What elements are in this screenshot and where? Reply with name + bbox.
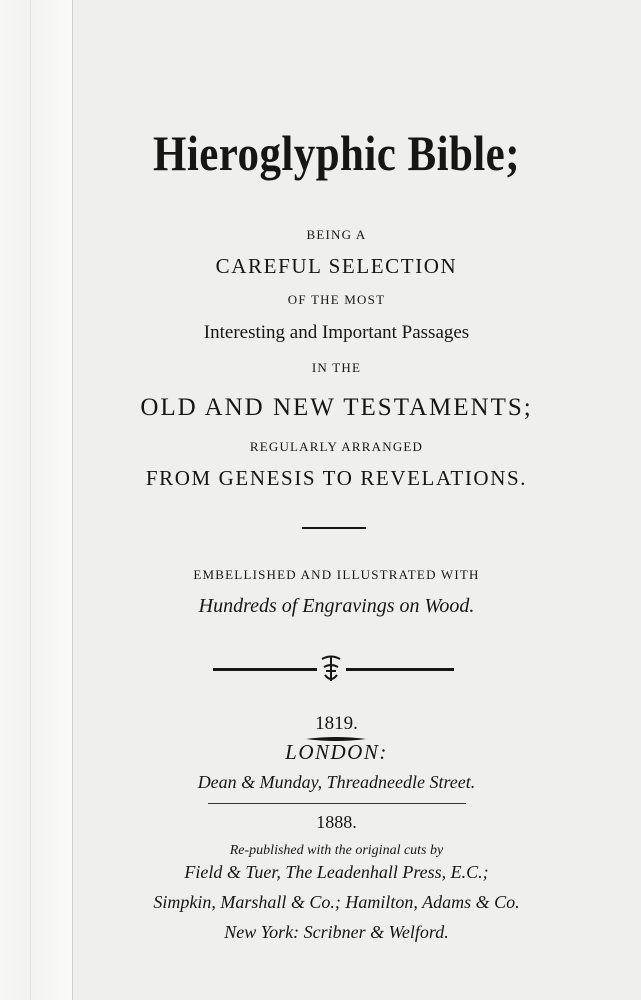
- section-divider: [302, 527, 366, 529]
- publisher-line-3: New York: Scribner & Welford.: [224, 922, 449, 942]
- subtitle-interesting: Interesting and Important Passages: [203, 322, 470, 343]
- london-line: LONDON:: [285, 740, 388, 764]
- ornament-rule-right: [346, 668, 454, 671]
- page-title: Hieroglyphic Bible;: [153, 125, 520, 181]
- subtitle-being-a: BEING A: [306, 227, 367, 242]
- title-page: [72, 0, 641, 1000]
- page-edge: [0, 0, 73, 1000]
- subtitle-testaments: OLD AND NEW TESTAMENTS;: [140, 394, 533, 421]
- original-publisher: Dean & Munday, Threadneedle Street.: [197, 772, 476, 792]
- subtitle-careful-selection: CAREFUL SELECTION: [215, 254, 458, 278]
- republished-line: Re-published with the original cuts by: [229, 843, 444, 858]
- subtitle-genesis: FROM GENESIS TO REVELATIONS.: [145, 466, 528, 490]
- original-year: 1819.: [315, 713, 358, 734]
- monogram-ornament-icon: [316, 653, 346, 685]
- engravings-line: Hundreds of Engravings on Wood.: [198, 595, 475, 617]
- embellished-line: EMBELLISHED AND ILLUSTRATED WITH: [193, 567, 480, 582]
- subtitle-regularly: REGULARLY ARRANGED: [249, 439, 424, 454]
- publisher-line-1: Field & Tuer, The Leadenhall Press, E.C.;: [184, 862, 489, 882]
- subtitle-of-the-most: OF THE MOST: [287, 292, 386, 307]
- subtitle-in-the: IN THE: [311, 360, 362, 375]
- publisher-rule: [208, 803, 466, 804]
- reprint-year: 1888.: [316, 812, 357, 832]
- publisher-line-2: Simpkin, Marshall & Co.; Hamilton, Adams & Co.: [153, 892, 520, 912]
- ornament-rule-left: [213, 668, 317, 671]
